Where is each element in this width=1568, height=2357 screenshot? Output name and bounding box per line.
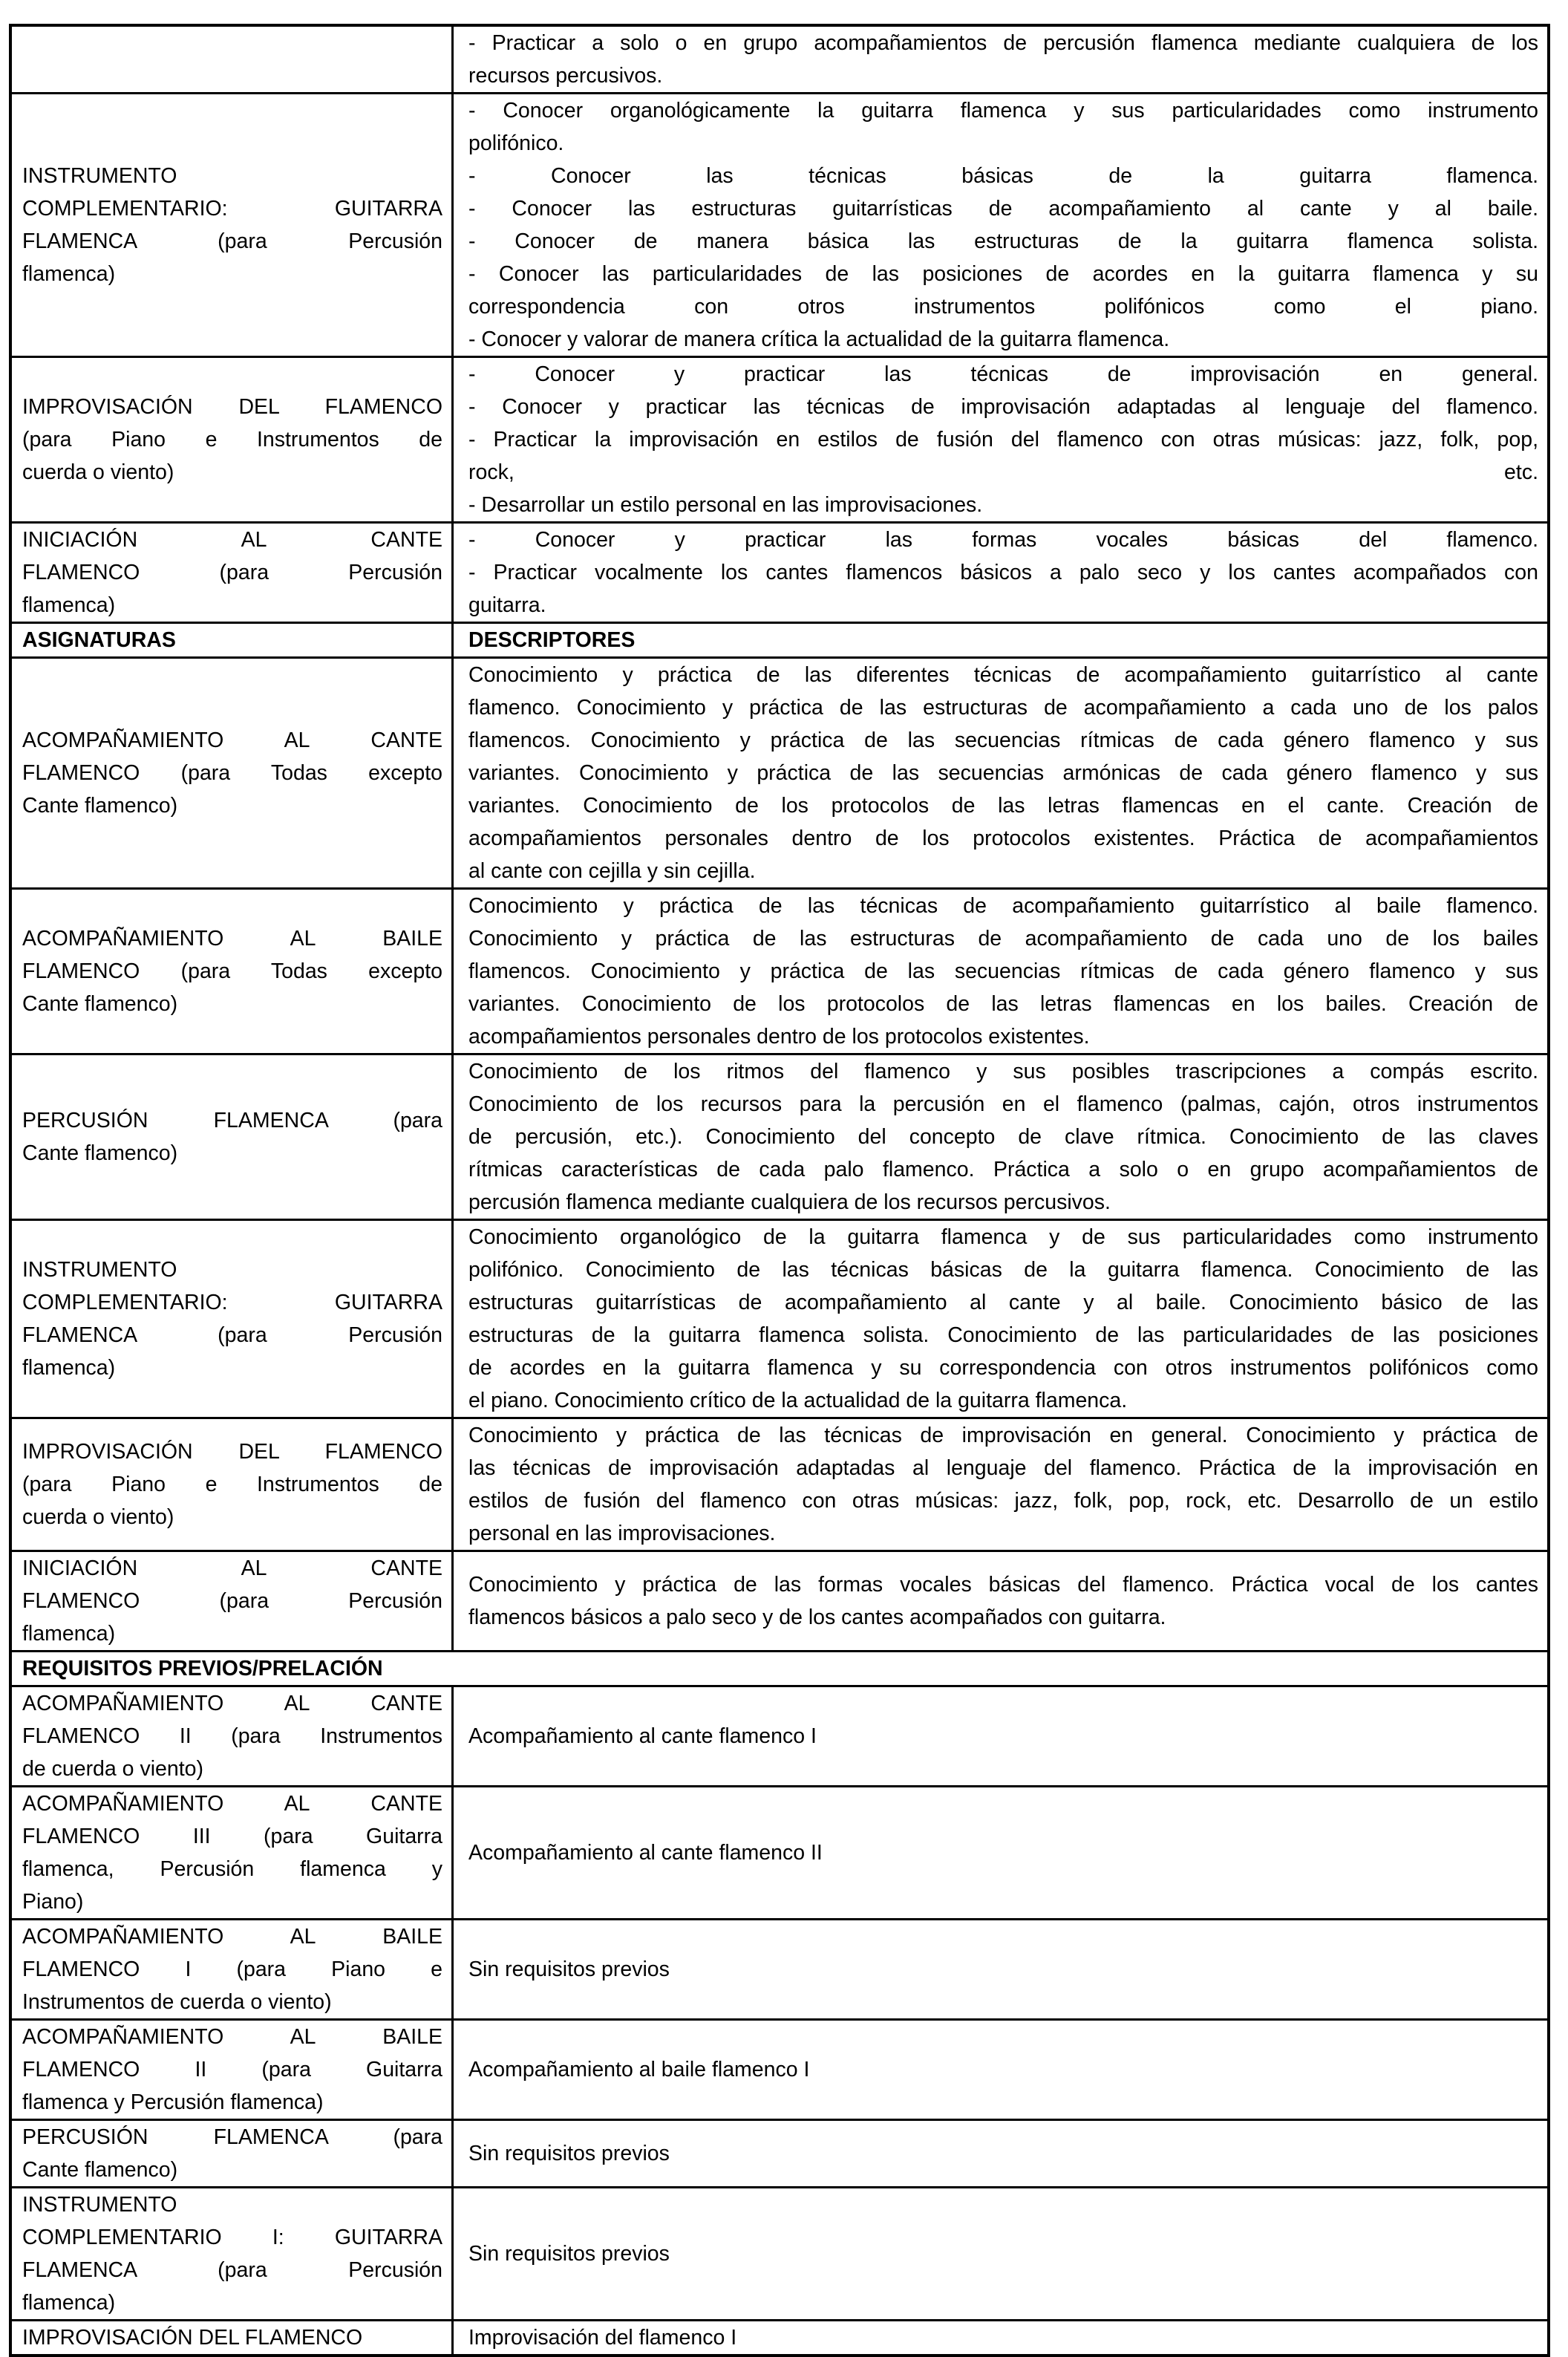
text-line: COMPLEMENTARIO I: GUITARRA [22,2226,442,2249]
text-line: Piano) [22,1890,84,1914]
text-line: guitarra. [468,593,546,617]
subject-cell [10,1418,453,1551]
text-line: FLAMENCA (para Percusión [22,229,442,253]
text-line: polifónico. Conocimiento de las técnicas básicas de la guitarra flamenca. Conocimiento de las [468,1258,1538,1282]
text-line: INICIACIÓN AL CANTE [22,1556,442,1580]
subject-cell [10,25,453,94]
text-line: recursos percusivos. [468,64,663,88]
text-line: - Conocer de manera básica las estructuras de la guitarra flamenca solista. [468,229,1538,253]
text-line: FLAMENCO I (para Piano e [22,1957,442,1981]
description-cell [453,1920,1549,2020]
text-line: Improvisación del flamenco I [468,2326,737,2350]
text-line: estructuras de la guitarra flamenca solista. Conocimiento de las particularidades de las posiciones [468,1323,1538,1347]
table-row [10,1551,1549,1652]
text-line: (para Piano e Instrumentos de [22,1473,442,1496]
table-row [10,2188,1549,2321]
text-line: - Conocer organológicamente la guitarra flamenca y sus particularidades como instrumento [468,99,1538,123]
text-line: Conocimiento de los ritmos del flamenco y sus posibles trascripciones a compás escrito. [468,1060,1538,1083]
subject-cell [10,1787,453,1920]
description-cell [453,357,1549,523]
text-line: FLAMENCO II (para Guitarra [22,2058,442,2081]
table-row [10,1054,1549,1220]
text-line: FLAMENCA (para Percusión [22,2258,442,2282]
text-line: de cuerda o viento) [22,1757,203,1781]
subject-cell [10,2188,453,2321]
subject-cell [10,1054,453,1220]
text-line: flamencos. Conocimiento y práctica de las secuencias rítmicas de cada género flamenco y sus [468,959,1538,983]
text-line: - Conocer las estructuras guitarrísticas de acompañamiento al cante y al baile. [468,197,1538,221]
text-line: - Conocer y valorar de manera crítica la actualidad de la guitarra flamenca. [468,327,1170,351]
text-line: de acordes en la guitarra flamenca y su correspondencia con otros instrumentos polifónicos como [468,1356,1538,1380]
text-line: percusión flamenca mediante cualquiera de los recursos percusivos. [468,1190,1111,1214]
subject-cell [10,2020,453,2120]
table-body [10,25,1549,2356]
table-row [10,889,1549,1054]
text-line: al cante con cejilla y sin cejilla. [468,859,756,883]
text-line: correspondencia con otros instrumentos polifónicos como el piano. [468,295,1538,319]
text-line: flamenca) [22,1356,116,1380]
text-line: FLAMENCO (para Todas excepto [22,959,442,983]
text-line: flamencos básicos a palo seco y de los cantes acompañados con guitarra. [468,1605,1166,1629]
description-cell [453,1686,1549,1787]
description-cell [453,2188,1549,2321]
text-line: - Conocer y practicar las formas vocales básicas del flamenco. [468,528,1538,552]
section-header-row [10,1652,1549,1686]
table-row [10,1686,1549,1787]
text-line: flamenca) [22,2291,116,2315]
text-line: IMPROVISACIÓN DEL FLAMENCO [22,2326,363,2350]
table-row [10,1920,1549,2020]
text-line: cuerda o viento) [22,460,174,484]
subject-cell [10,1686,453,1787]
text-line: las técnicas de improvisación adaptadas al lenguaje del flamenco. Práctica de la improvisación en [468,1456,1538,1480]
subject-cell [10,94,453,357]
text-line: Sin requisitos previos [468,2142,670,2165]
text-line: polifónico. [468,131,564,155]
text-line: Conocimiento de los recursos para la percusión en el flamenco (palmas, cajón, otros instrumentos [468,1092,1538,1116]
text-line: rock, etc. [468,460,1538,484]
text-line: Conocimiento y práctica de las técnicas de improvisación en general. Conocimiento y práctica de [468,1424,1538,1447]
table-row [10,1220,1549,1418]
text-line: Conocimiento y práctica de las técnicas de acompañamiento guitarrístico al baile flamenco. [468,894,1538,918]
table-row [10,25,1549,94]
description-cell [453,1787,1549,1920]
header-row [10,623,1549,658]
text-line: Conocimiento y práctica de las formas vocales básicas del flamenco. Práctica vocal de los cantes [468,1573,1538,1597]
text-line: Acompañamiento al baile flamenco I [468,2058,810,2081]
description-cell [453,623,1549,658]
text-line: - Conocer y practicar las técnicas de improvisación adaptadas al lenguaje del flamenco. [468,395,1538,419]
subject-cell [10,623,453,658]
subject-cell [10,889,453,1054]
text-line: Conocimiento organológico de la guitarra flamenca y de sus particularidades como instrumento [468,1225,1538,1249]
text-line: Cante flamenco) [22,1141,178,1165]
text-line: personal en las improvisaciones. [468,1522,776,1545]
text-line: flamenca y Percusión flamenca) [22,2090,324,2114]
subject-cell [10,1551,453,1652]
text-line: FLAMENCO II (para Instrumentos [22,1724,442,1748]
text-line: ACOMPAÑAMIENTO AL CANTE [22,1792,442,1816]
text-line: ACOMPAÑAMIENTO AL CANTE [22,728,442,752]
text-line: PERCUSIÓN FLAMENCA (para [22,2125,442,2149]
text-line: Sin requisitos previos [468,1957,670,1981]
text-line: Cante flamenco) [22,2158,178,2182]
text-line: INSTRUMENTO [22,164,177,188]
subject-cell [10,523,453,623]
text-line: flamenca) [22,262,116,286]
text-line: ACOMPAÑAMIENTO AL CANTE [22,1692,442,1715]
text-line: - Conocer las particularidades de las posiciones de acordes en la guitarra flamenca y su [468,262,1538,286]
text-line: - Practicar a solo o en grupo acompañamientos de percusión flamenca mediante cualquiera de los [468,31,1538,55]
description-cell [453,94,1549,357]
text-line: variantes. Conocimiento de los protocolos de las letras flamencas en el cante. Creación de [468,794,1538,818]
text-line: flamenca) [22,593,116,617]
text-line: (para Piano e Instrumentos de [22,428,442,451]
text-line: FLAMENCO (para Todas excepto [22,761,442,785]
text-line: INSTRUMENTO [22,2193,177,2217]
table-row [10,2020,1549,2120]
text-line: variantes. Conocimiento de los protocolos de las letras flamencas en los bailes. Creación de [468,992,1538,1016]
description-cell [453,1220,1549,1418]
text-line: FLAMENCA (para Percusión [22,1323,442,1347]
text-line: - Practicar la improvisación en estilos de fusión del flamenco con otras músicas: jazz, folk, pop, [468,428,1538,451]
text-line: - Practicar vocalmente los cantes flamencos básicos a palo seco y los cantes acompañados con [468,561,1538,584]
text-line: Conocimiento y práctica de las diferentes técnicas de acompañamiento guitarrístico al cante [468,663,1538,687]
description-cell [453,2321,1549,2356]
subject-cell [10,2321,453,2356]
text-line: cuerda o viento) [22,1505,174,1529]
text-line: - Desarrollar un estilo personal en las improvisaciones. [468,493,983,517]
description-cell [453,1551,1549,1652]
table-row [10,523,1549,623]
table-row [10,94,1549,357]
text-line: rítmicas características de cada palo flamenco. Práctica a solo o en grupo acompañamientos de [468,1158,1538,1181]
description-cell [453,658,1549,889]
text-line: acompañamientos personales dentro de los protocolos existentes. [468,1025,1090,1049]
text-line: estilos de fusión del flamenco con otras músicas: jazz, folk, pop, rock, etc. Desarrollo de un estilo [468,1489,1538,1513]
table-row [10,1418,1549,1551]
table-row [10,2321,1549,2356]
text-line: INICIACIÓN AL CANTE [22,528,442,552]
text-line: Acompañamiento al cante flamenco I [468,1724,817,1748]
text-line: ACOMPAÑAMIENTO AL BAILE [22,1925,442,1949]
text-line: REQUISITOS PREVIOS/PRELACIÓN [22,1657,383,1680]
text-line: IMPROVISACIÓN DEL FLAMENCO [22,1440,442,1464]
text-line: DESCRIPTORES [468,628,636,652]
description-cell [453,25,1549,94]
text-line: COMPLEMENTARIO: GUITARRA [22,1291,442,1314]
text-line: estructuras guitarrísticas de acompañamiento al cante y al baile. Conocimiento básico de las [468,1291,1538,1314]
text-line: flamencos. Conocimiento y práctica de las secuencias rítmicas de cada género flamenco y sus [468,728,1538,752]
table-row [10,658,1549,889]
text-line: acompañamientos personales dentro de los protocolos existentes. Práctica de acompañamientos [468,827,1538,850]
text-line: flamenca, Percusión flamenca y [22,1857,442,1881]
text-line: ACOMPAÑAMIENTO AL BAILE [22,2025,442,2049]
text-line: COMPLEMENTARIO: GUITARRA [22,197,442,221]
description-cell [453,1418,1549,1551]
text-line: - Conocer las técnicas básicas de la guitarra flamenca. [468,164,1538,188]
description-cell [453,889,1549,1054]
subject-cell [10,357,453,523]
text-line: FLAMENCO III (para Guitarra [22,1825,442,1848]
table-row [10,357,1549,523]
text-line: Sin requisitos previos [468,2242,670,2266]
text-line: Acompañamiento al cante flamenco II [468,1841,823,1865]
text-line: ASIGNATURAS [22,628,176,652]
text-line: PERCUSIÓN FLAMENCA (para [22,1109,442,1132]
text-line: FLAMENCO (para Percusión [22,1589,442,1613]
description-cell [453,1054,1549,1220]
subject-cell [10,1220,453,1418]
text-line: - Conocer y practicar las técnicas de improvisación en general. [468,362,1538,386]
description-cell [453,2120,1549,2188]
text-line: flamenca) [22,1622,116,1646]
curriculum-table [9,24,1550,2357]
section-title [10,1652,1549,1686]
subject-cell [10,1920,453,2020]
table-row [10,2120,1549,2188]
text-line: flamenco. Conocimiento y práctica de las estructuras de acompañamiento a cada uno de los palos [468,696,1538,720]
text-line: INSTRUMENTO [22,1258,177,1282]
text-line: Conocimiento y práctica de las estructuras de acompañamiento de cada uno de los bailes [468,927,1538,951]
text-line: de percusión, etc.). Conocimiento del concepto de clave rítmica. Conocimiento de las claves [468,1125,1538,1149]
description-cell [453,2020,1549,2120]
text-line: IMPROVISACIÓN DEL FLAMENCO [22,395,442,419]
table-row [10,1787,1549,1920]
text-line: variantes. Conocimiento y práctica de las secuencias armónicas de cada género flamenco y sus [468,761,1538,785]
description-cell [453,523,1549,623]
text-line: el piano. Conocimiento crítico de la actualidad de la guitarra flamenca. [468,1389,1128,1412]
text-line: FLAMENCO (para Percusión [22,561,442,584]
text-line: Instrumentos de cuerda o viento) [22,1990,332,2014]
subject-cell [10,658,453,889]
text-line: ACOMPAÑAMIENTO AL BAILE [22,927,442,951]
text-line: Cante flamenco) [22,992,178,1016]
text-line: Cante flamenco) [22,794,178,818]
subject-cell [10,2120,453,2188]
